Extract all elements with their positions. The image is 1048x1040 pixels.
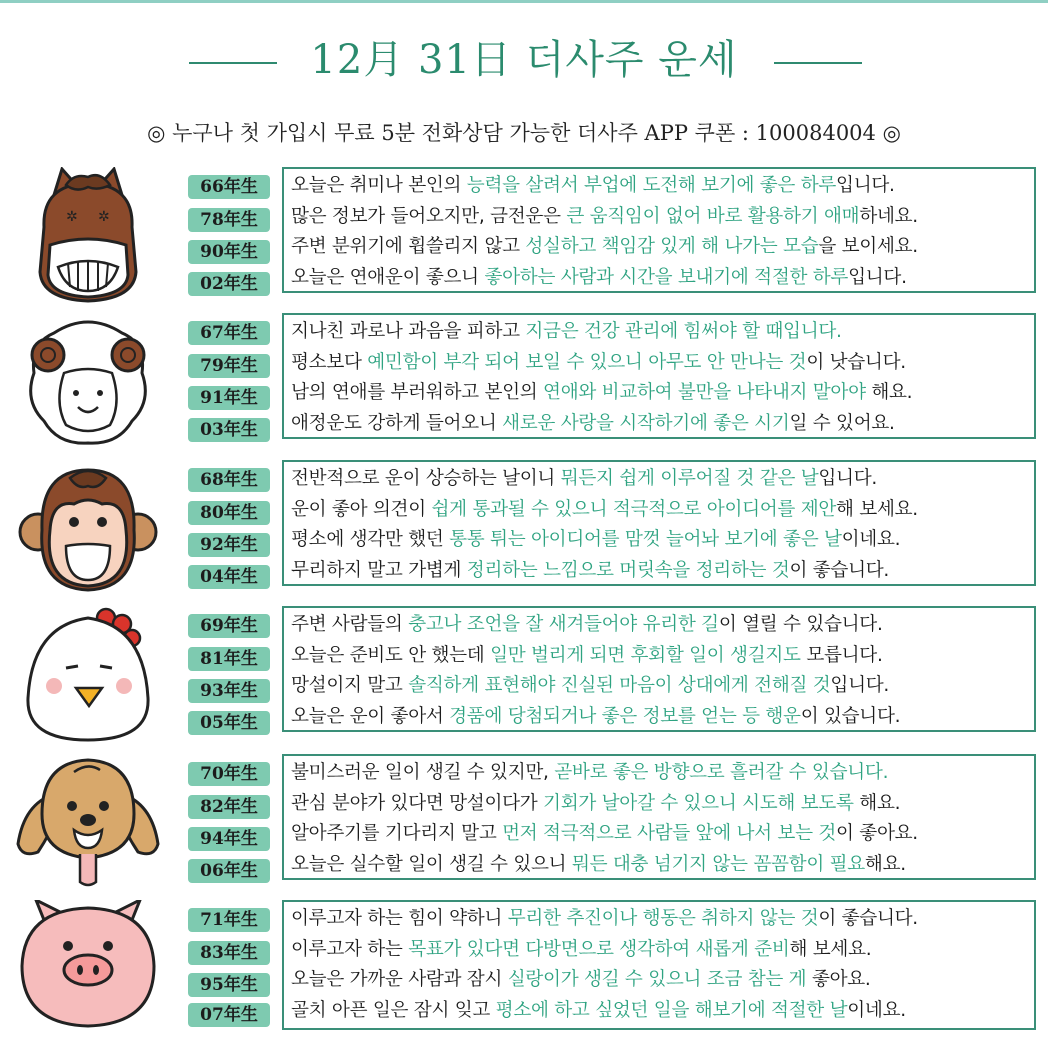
year-badge: 04年生 — [188, 565, 270, 589]
fortune-line: 무리하지 말고 가볍게 정리하는 느낌으로 머릿속을 정리하는 것이 좋습니다. — [291, 559, 890, 581]
year-badge: 83年生 — [188, 941, 270, 965]
page-title: 12月 31日 더사주 운세 — [310, 37, 738, 83]
year-badge: 95年生 — [188, 973, 270, 997]
fortune-text-box — [282, 167, 1036, 293]
fortune-line: 애정운도 강하게 들어오니 새로운 사랑을 시작하기에 좋은 시기일 수 있어요. — [291, 412, 895, 434]
year-badge: 02年生 — [188, 272, 270, 296]
fortune-section-horse — [0, 167, 1048, 307]
fortune-line: 불미스러운 일이 생길 수 있지만, 곧바로 좋은 방향으로 흘러갈 수 있습니다. — [291, 762, 889, 783]
dog-icon — [14, 754, 162, 894]
fortune-line: 오늘은 준비도 안 했는데 일만 벌리게 되면 후회할 일이 생길지도 모릅니다. — [291, 644, 883, 666]
fortune-text-box — [282, 313, 1036, 439]
fortune-line: 알아주기를 기다리지 말고 먼저 적극적으로 사람들 앞에 나서 보는 것이 좋아요. — [291, 823, 918, 844]
fortune-text-box — [282, 460, 1036, 586]
fortune-line: 많은 정보가 들어오지만, 금전운은 큰 움직임이 없어 바로 활용하기 애매하네요. — [291, 205, 918, 227]
year-badge: 69年生 — [188, 614, 270, 638]
fortune-line: 오늘은 실수할 일이 생길 수 있으니 뭐든 대충 넘기지 않는 꼼꼼함이 필요해요. — [291, 853, 906, 875]
year-badge: 79年生 — [188, 354, 270, 378]
year-badge: 70年生 — [188, 762, 270, 786]
fortune-line: 평소보다 예민함이 부각 되어 보일 수 있으니 아무도 안 만나는 것이 낫습니다. — [291, 351, 906, 373]
year-badge: 71年生 — [188, 908, 270, 932]
year-badge: 68年生 — [188, 468, 270, 492]
year-badge: 92年生 — [188, 533, 270, 557]
fortune-line: 골치 아픈 일은 잠시 잊고 평소에 하고 싶었던 일을 해보기에 적절한 날이네요. — [291, 999, 906, 1021]
fortune-line: 오늘은 연애운이 좋으니 좋아하는 사람과 시간을 보내기에 적절한 하루입니다. — [291, 266, 907, 288]
fortune-section-dog — [0, 754, 1048, 894]
year-badge: 80年生 — [188, 501, 270, 525]
fortune-text-box — [282, 754, 1036, 880]
year-badge: 94年生 — [188, 827, 270, 851]
fortune-text-box — [282, 606, 1036, 732]
fortune-line: 운이 좋아 의견이 쉽게 통과될 수 있으니 적극적으로 아이디어를 제안해 보세요. — [291, 498, 918, 520]
fortune-text-box — [282, 900, 1036, 1030]
header — [0, 28, 1048, 108]
rooster-icon — [14, 606, 162, 746]
fortune-line: 오늘은 운이 좋아서 경품에 당첨되거나 좋은 정보를 얻는 등 행운이 있습니다. — [291, 705, 901, 727]
pig-icon — [14, 900, 162, 1040]
fortune-section-monkey — [0, 460, 1048, 600]
fortune-line: 이루고자 하는 목표가 있다면 다방면으로 생각하여 새롭게 준비해 보세요. — [291, 938, 872, 960]
fortune-line: 오늘은 취미나 본인의 능력을 살려서 부업에 도전해 보기에 좋은 하루입니다. — [291, 175, 895, 196]
fortune-line: 망설이지 말고 솔직하게 표현해야 진실된 마음이 상대에게 전해질 것입니다. — [291, 675, 890, 696]
year-badge: 81年生 — [188, 647, 270, 671]
fortune-line: 지나친 과로나 과음을 피하고 지금은 건강 관리에 힘써야 할 때입니다. — [291, 321, 842, 342]
year-badge: 03年生 — [188, 418, 270, 442]
fortune-section-rooster — [0, 606, 1048, 746]
svg-text:✲: ✲ — [66, 209, 78, 225]
fortune-line: 오늘은 가까운 사람과 잠시 실랑이가 생길 수 있으니 조금 참는 게 좋아요. — [291, 969, 871, 990]
fortune-line: 관심 분야가 있다면 망설이다가 기회가 날아갈 수 있으니 시도해 보도록 해요. — [291, 792, 901, 814]
sheep-icon — [14, 313, 162, 453]
year-badge: 67年生 — [188, 321, 270, 345]
top-border — [0, 0, 1048, 3]
horse-icon — [14, 167, 162, 307]
year-badge: 05年生 — [188, 711, 270, 735]
year-badge: 07年生 — [188, 1003, 270, 1027]
year-badge: 90年生 — [188, 240, 270, 264]
fortune-line: 평소에 생각만 했던 통통 튀는 아이디어를 맘껏 늘어놔 보기에 좋은 날이네요. — [291, 529, 901, 550]
fortune-section-sheep — [0, 313, 1048, 453]
fortune-line: 남의 연애를 부러워하고 본인의 연애와 비교하여 불만을 나타내지 말아야 해요. — [291, 382, 913, 403]
fortune-line: 주변 사람들의 충고나 조언을 잘 새겨들어야 유리한 길이 열릴 수 있습니다. — [291, 614, 883, 635]
fortune-line: 주변 분위기에 휩쓸리지 않고 성실하고 책임감 있게 해 나가는 모습을 보이세요. — [291, 236, 918, 257]
monkey-icon — [14, 460, 162, 600]
fortune-line: 전반적으로 운이 상승하는 날이니 뭐든지 쉽게 이루어질 것 같은 날입니다. — [291, 468, 877, 489]
year-badge: 06年生 — [188, 859, 270, 883]
year-badge: 66年生 — [188, 175, 270, 199]
year-badge: 82年生 — [188, 795, 270, 819]
year-badge: 78年生 — [188, 208, 270, 232]
fortune-line: 이루고자 하는 힘이 약하니 무리한 추진이나 행동은 취하지 않는 것이 좋습니다. — [291, 908, 918, 929]
year-badge: 93年生 — [188, 679, 270, 703]
year-badge: 91年生 — [188, 386, 270, 410]
coupon-subtitle: ◎ 누구나 첫 가입시 무료 5분 전화상담 가능한 더사주 APP 쿠폰 : 100084004 ◎ — [147, 121, 901, 145]
svg-text:✲: ✲ — [98, 209, 110, 225]
fortune-section-pig — [0, 900, 1048, 1040]
